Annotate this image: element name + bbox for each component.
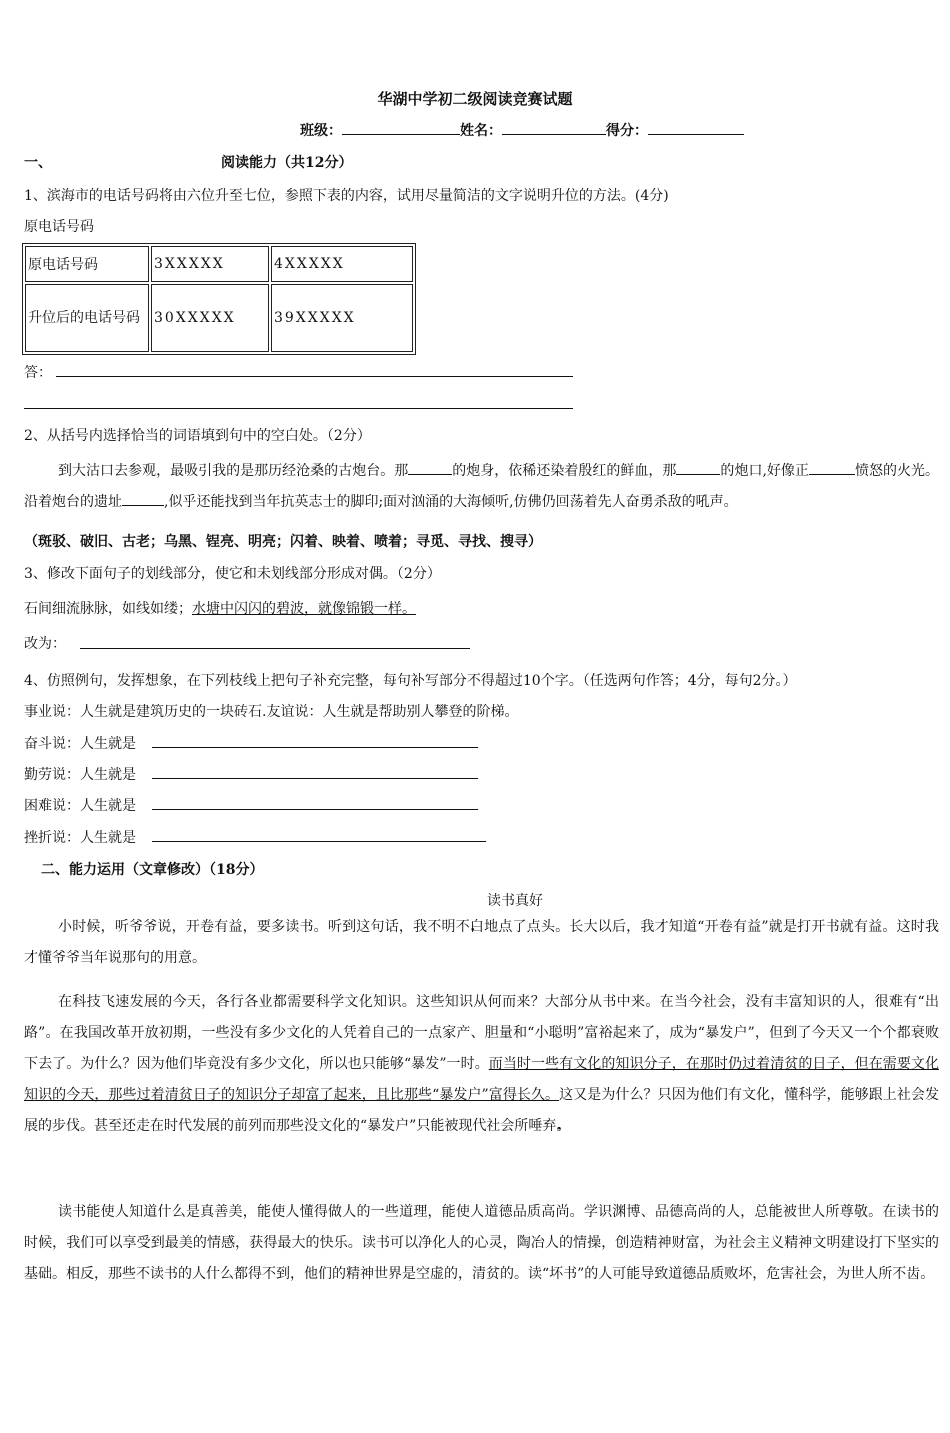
q4-item-4: 挫折说：人生就是 [24,830,136,846]
dotted-word: 不明不白 · [427,919,484,935]
essay-text: 。 [556,1118,571,1134]
name-label: 姓名： [460,123,502,139]
essay-text: 在科技飞速发展的今天，各行各业都需要科学文化知识。这些知识从何而来？大部分从书中来。在当今社会，没有丰富知识的人，很难有“出路”。在我国改革开放初期，一些没有多少文化的人凭着自己的一点家产、胆量和“小聪明”富裕起来了，成为“暴发户”，但到了今天又一个个都衰败下去了。为什么？因为他们毕竟没有多少文化，所以也只能够“暴发”一时。 [24,994,939,1072]
name-blank[interactable] [502,120,606,135]
q4-item-2: 勤劳说：人生就是 [24,767,136,783]
q2-passage-part: 的炮身，依稀还染着殷红的鲜血，那 [452,463,677,479]
q1-text: 1、滨海市的电话号码将由六位升至七位，参照下表的内容，试用尽量简洁的文字说明升位的方法。(4分) [24,188,669,204]
table-cell: 39XXXXX [271,284,413,352]
q2-text: 2、从括号内选择恰当的词语填到句中的空白处。（2分） [24,428,371,444]
q4-item-4-line[interactable] [152,841,486,842]
page-title: 华湖中学初二级阅读竞赛试题 [377,90,573,108]
q4-item-3-line[interactable] [152,809,478,810]
q2-passage-part: ,似乎还能找到当年抗英志士的脚印;面对汹涌的大海倾听,仿佛仍回荡着先人奋勇杀敌的吼声。 [164,494,738,510]
q4-item-3: 困难说：人生就是 [24,798,136,814]
q2-passage [24,456,939,518]
q3-sentence-plain: 石间细流脉脉，如线如缕； [24,601,192,617]
essay-text: 小时候，听爷爷说，开卷有益，要多读书。听到这句话，我 [58,919,428,935]
table-cell: 升位后的电话号码 [25,284,149,352]
q1-answer-label: 答： [24,365,52,381]
table-row [25,284,413,352]
essay-paragraph-2 [24,987,939,1142]
q4-text: 4、仿照例句，发挥想象，在下列枝线上把句子补充完整，每句补写部分不得超过10个字。（任选两句作答；4分，每句2分。） [24,673,797,689]
q3-text: 3、修改下面句子的划线部分，使它和未划线部分形成对偶。（2分） [24,566,441,582]
q3-revise-label: 改为： [24,636,66,652]
q2-blank-4[interactable] [122,492,164,506]
q4-example: 事业说：人生就是建筑历史的一块砖石.友谊说：人生就是帮助别人攀登的阶梯。 [24,704,519,720]
class-label: 班级： [300,123,342,139]
essay-text: 地点了点头。长大以后，我才知道“开卷有益”就是打开书就有益。这时我才懂爷爷当年说那句的用意。 [24,919,939,966]
table-cell: 30XXXXX [151,284,269,352]
q2-blank-3[interactable] [809,461,855,475]
essay-underlined-sentence: 而当时一些有文化的知识分子，在那时仍过着清贫的日子，但在需要文化知识的今天，那些过着清贫日子的知识分子却富了起来，且比那些“暴发户”富得长久。 [24,1056,939,1103]
q2-passage-part: 的炮口,好像正 [720,463,809,479]
q2-passage-part: 到大沽口去参观，最吸引我的是那历经沧桑的古炮台。那 [58,463,409,479]
q2-options: （斑驳、破旧、古老；乌黑、锃亮、明亮；闪着、映着、喷着；寻觅、寻找、搜寻） [24,534,542,550]
q4-item-1-line[interactable] [152,747,478,748]
table-cell: 原电话号码 [25,246,149,282]
q2-blank-1[interactable] [408,461,452,475]
essay-text: 这又是为什么？只因为他们有文化，懂科学，能够跟上社会发展的步伐。甚至还走在时代发展的前列而那些没文化的“暴发户”只能被现代社会所 [24,1087,939,1134]
score-label: 得分： [606,123,648,139]
student-info-line [300,120,744,140]
section2-title: 二、能力运用（文章修改）（18分） [41,862,264,878]
table-cell: 3XXXXX [151,246,269,282]
q1-answer-line-1[interactable] [56,376,573,377]
phone-number-table [22,243,416,355]
score-blank[interactable] [648,120,744,135]
q3-answer-line[interactable] [80,648,470,649]
q4-item-1: 奋斗说：人生就是 [24,736,136,752]
q3-sentence [24,598,416,618]
q4-item-2-line[interactable] [152,778,478,779]
q2-passage-part: 愤怒的火光。沿着炮台的遗址 [24,463,940,510]
section1-number: 一、 [24,155,52,171]
table-row [25,246,413,282]
dotted-word: 唾弃 · [528,1118,556,1134]
q3-sentence-underlined: 水塘中闪闪的碧波，就像锦锻一样。 [192,601,416,617]
q2-blank-2[interactable] [676,461,720,475]
q1-table-caption: 原电话号码 [24,219,94,235]
essay-paragraph-1 [24,912,939,974]
class-blank[interactable] [342,120,460,135]
table-cell: 4XXXXX [271,246,413,282]
section1-title: 阅读能力（共12分） [221,155,353,171]
q1-answer-line-2[interactable] [24,408,573,409]
essay-paragraph-3: 读书能使人知道什么是真善美，能使人懂得做人的一些道理，能使人道德品质高尚。学识渊博、品德高尚的人，总能被世人所尊敬。在读书的时候，我们可以享受到最美的情感，获得最大的快乐。读书可以净化人的心灵，陶冶人的情操，创造精神财富，为社会主义精神文明建设打下坚实的基础。相反，那些不读书的人什么都得不到，他们的精神世界是空虚的，清贫的。读“坏书”的人可能导致道德品质败坏，危害社会，为世人所不齿。 [24,1204,939,1282]
essay-title: 读书真好 [487,893,543,909]
